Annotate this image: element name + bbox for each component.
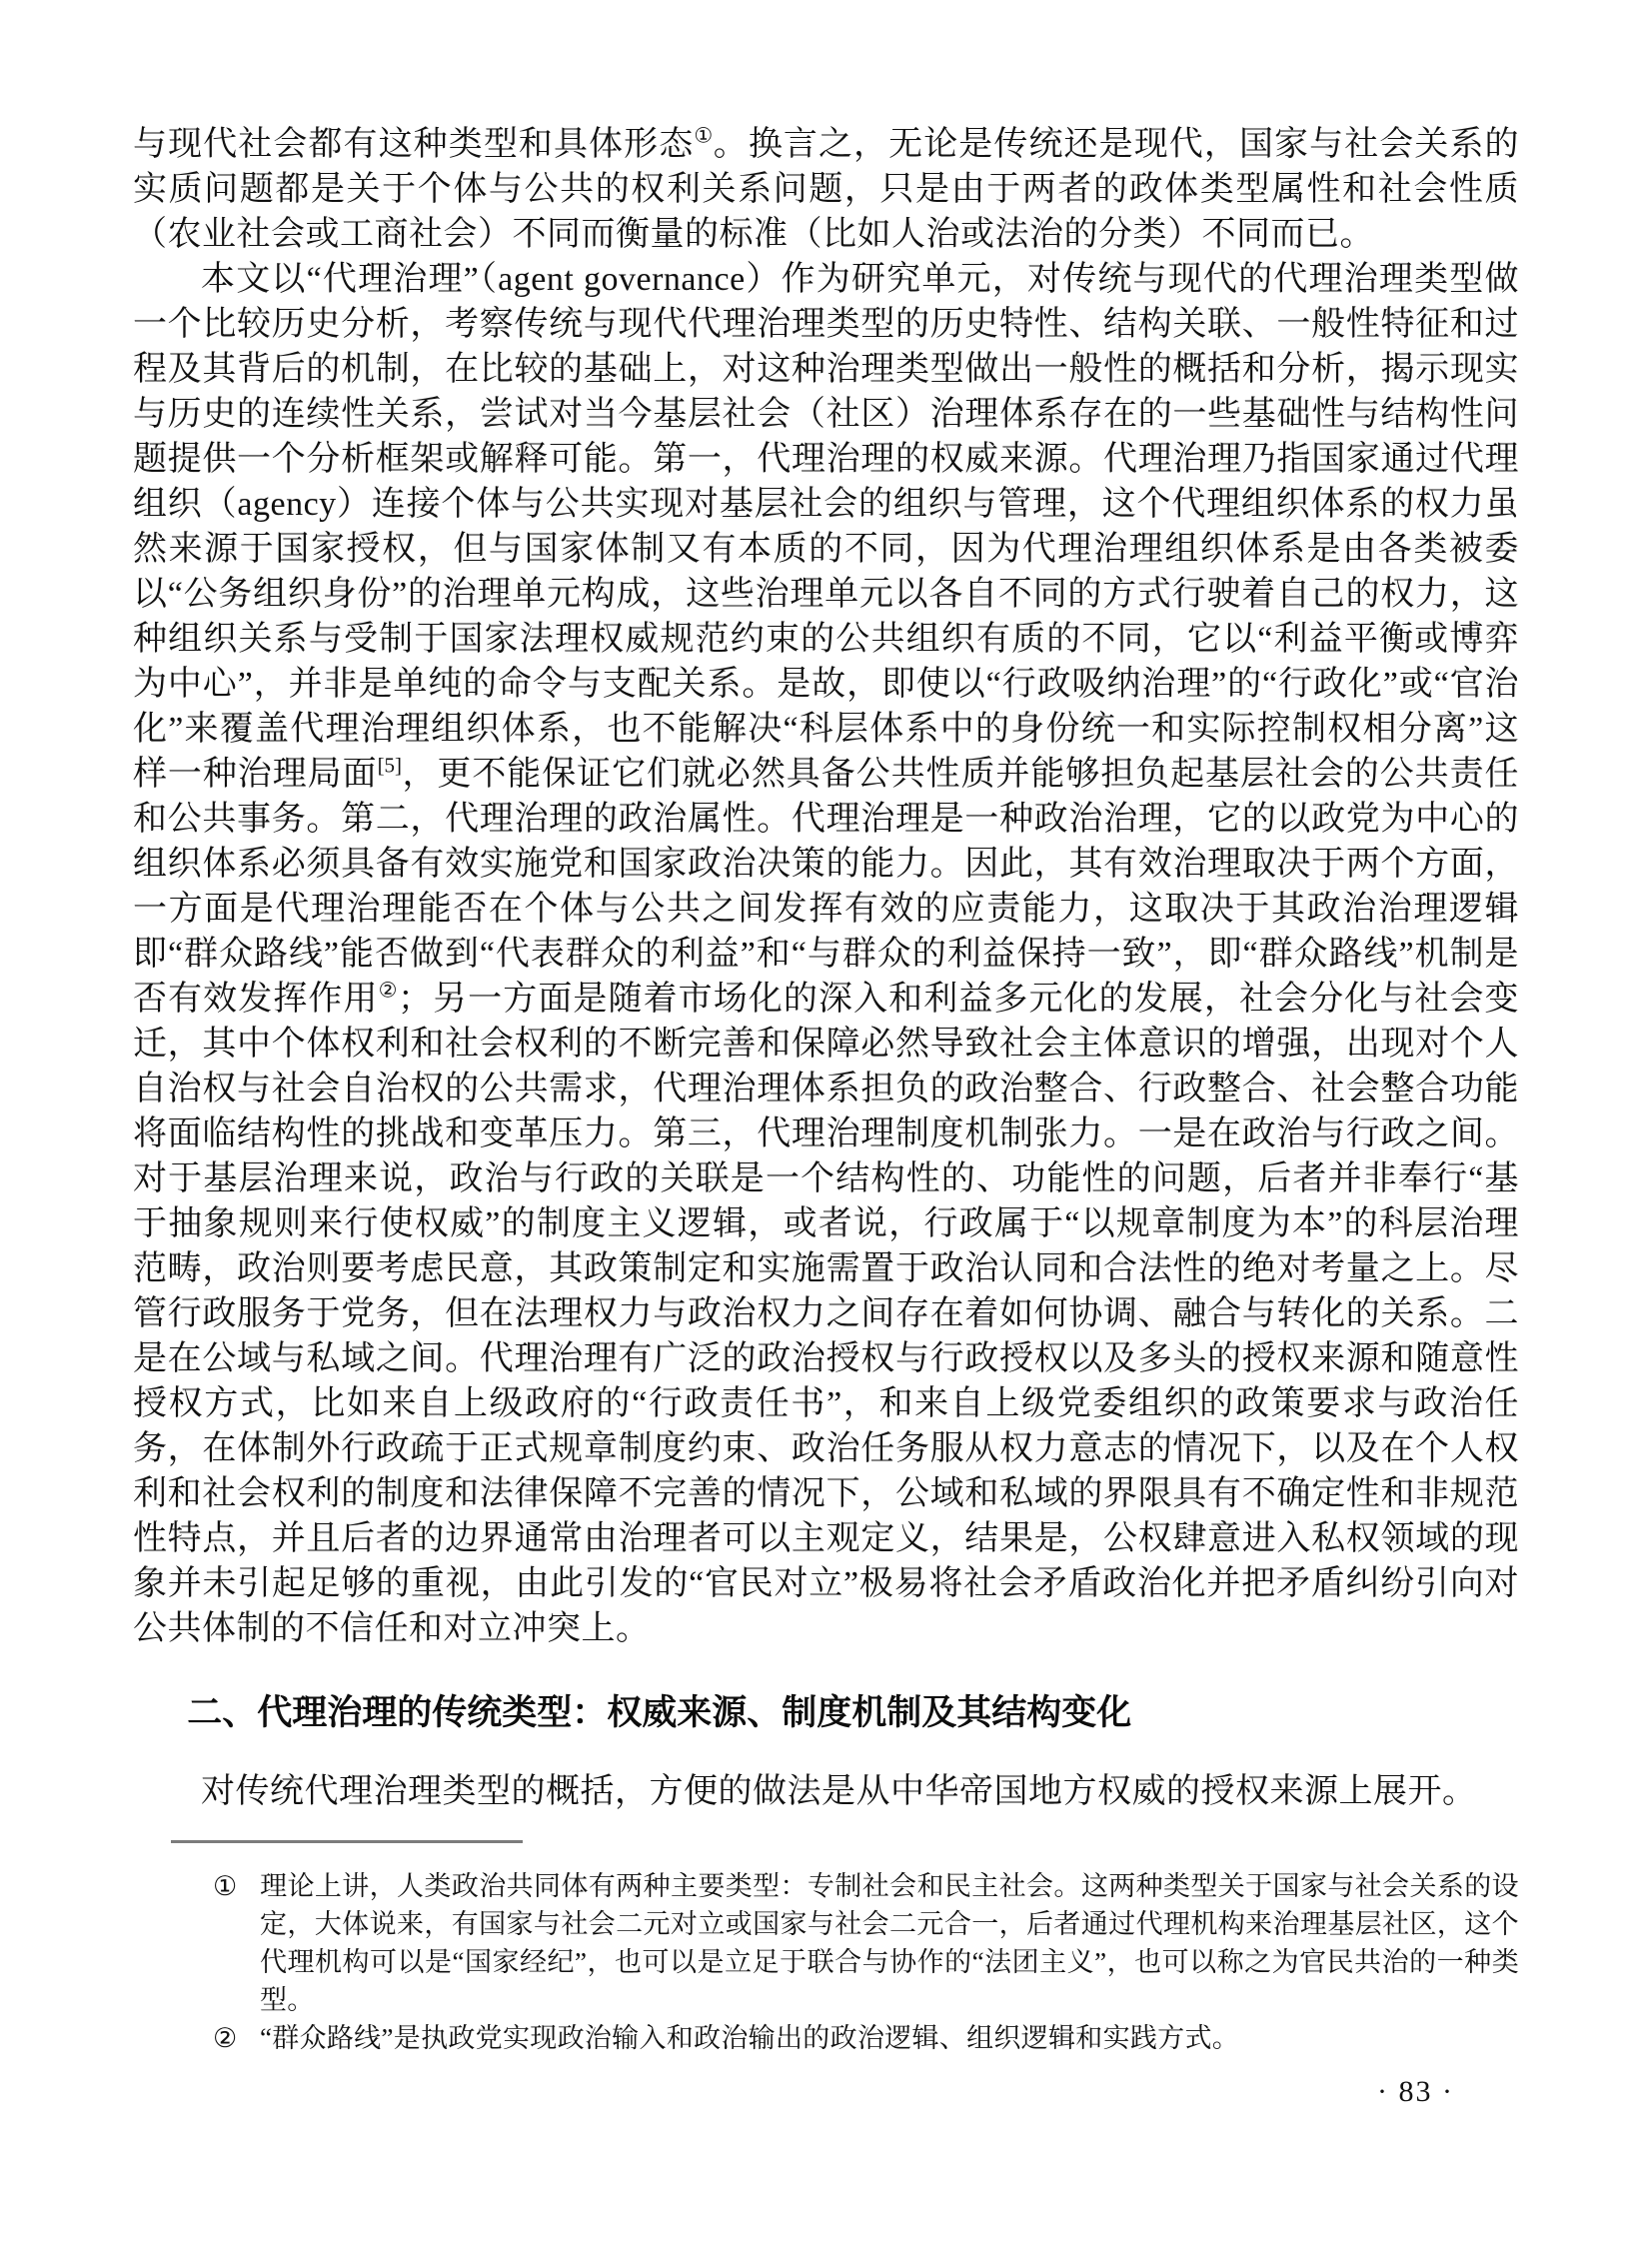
footnote-ref-2: ② bbox=[378, 978, 398, 1003]
paragraph-section-intro: 对传统代理治理类型的概括，方便的做法是从中华帝国地方权威的授权来源上展开。 bbox=[201, 1773, 1477, 1810]
section-heading: 二、代理治理的传统类型：权威来源、制度机制及其结构变化 bbox=[187, 1693, 1132, 1732]
footnote-1-text: 理论上讲，人类政治共同体有两种主要类型：专制社会和民主社会。这两种类型关于国家与社会关系的设定，大体说来，有国家与社会二元对立或国家与社会二元合一，后者通过代理机构来治理基层社区，这个代理机构可以是“国家经纪”，也可以是立足于联合与协作的“法团主义”，也可以称之为官民共治的一种类型。 bbox=[260, 1871, 1519, 2015]
paragraph-continuation-text-1: 与现代社会都有这种类型和具体形态 bbox=[133, 126, 695, 163]
page-number: · 83 · bbox=[1377, 2075, 1454, 2108]
footnote-divider bbox=[171, 1840, 523, 1843]
paragraph-main-text-2: ，更不能保证它们就必然具备公共性质并能够担负起基层社会的公共责任和公共事务。第二，代理治理的政治属性。代理治理是一种政治治理，它的以政党为中心的组织体系必须具备有效实施党和国家政治决策的能力。因此，其有效治理取决于两个方面，一方面是代理治理能否在个体与公共之间发挥有效的应责能力，这取决于其政治治理逻辑即“群众路线”能否做到“代表群众的利益”和“与群众的利益保持一致”，即“群众路线”机制是否有效发挥作用 bbox=[133, 756, 1520, 1018]
footnote-1 bbox=[213, 1867, 1519, 2019]
paragraph-main-text-1: 本文以“代理治理”（agent governance）作为研究单元，对传统与现代的代理治理类型做一个比较历史分析，考察传统与现代代理治理类型的历史特性、结构关联、一般性特征和过程及其背后的机制，在比较的基础上，对这种治理类型做出一般性的概括和分析，揭示现实与历史的连续性关系，尝试对当今基层社会（社区）治理体系存在的一些基础性与结构性问题提供一个分析框架或解释可能。第一，代理治理的权威来源。代理治理乃指国家通过代理组织（agency）连接个体与公共实现对基层社会的组织与管理，这个代理组织体系的权力虽然来源于国家授权，但与国家体制又有本质的不同，因为代理治理组织体系是由各类被委以“公务组织身份”的治理单元构成，这些治理单元以各自不同的方式行驶着自己的权力，这种组织关系与受制于国家法理权威规范约束的公共组织有质的不同，它以“利益平衡或博弈为中心”，并非是单纯的命令与支配关系。是故，即使以“行政吸纳治理”的“行政化”或“官治化”来覆盖代理治理组织体系，也不能解决“科层体系中的身份统一和实际控制权相分离”这样一种治理局面 bbox=[133, 261, 1519, 793]
footnote-1-marker: ① bbox=[213, 1871, 238, 1901]
footnote-2 bbox=[213, 2019, 1519, 2057]
footnote-2-text: “群众路线”是执政党实现政治输入和政治输出的政治逻辑、组织逻辑和实践方式。 bbox=[260, 2023, 1240, 2053]
footnote-ref-1: ① bbox=[694, 123, 714, 148]
paragraph-main bbox=[133, 257, 1519, 1651]
paragraph-main-text-3: ；另一方面是随着市场化的深入和利益多元化的发展，社会分化与社会变迁，其中个体权利和社会权利的不断完善和保障必然导致社会主体意识的增强，出现对个人自治权与社会自治权的公共需求，代理治理体系担负的政治整合、行政整合、社会整合功能将面临结构性的挑战和变革压力。第三，代理治理制度机制张力。一是在政治与行政之间。对于基层治理来说，政治与行政的关联是一个结构性的、功能性的问题，后者并非奉行“基于抽象规则来行使权威”的制度主义逻辑，或者说，行政属于“以规章制度为本”的科层治理范畴，政治则要考虑民意，其政策制定和实施需置于政治认同和合法性的绝对考量之上。尽管行政服务于党务，但在法理权力与政治权力之间存在着如何协调、融合与转化的关系。二是在公域与私域之间。代理治理有广泛的政治授权与行政授权以及多头的授权来源和随意性授权方式，比如来自上级政府的“行政责任书”，和来自上级党委组织的政策要求与政治任务，在体制外行政疏于正式规章制度约束、政治任务服从权力意志的情况下，以及在个人权利和社会权利的制度和法律保障不完善的情况下，公域和私域的界限具有不确定性和非规范性特点，并且后者的边界通常由治理者可以主观定义，结果是，公权肆意进入私权领域的现象并未引起足够的重视，由此引发的“官民对立”极易将社会矛盾政治化并把矛盾纠纷引向对公共体制的不信任和对立冲突上。 bbox=[133, 981, 1520, 1647]
paragraph-continuation bbox=[133, 122, 1519, 257]
footnote-area bbox=[133, 1840, 1519, 2057]
citation-ref-5: [5] bbox=[377, 753, 403, 778]
page-body bbox=[133, 122, 1519, 2057]
footnote-2-marker: ② bbox=[213, 2023, 238, 2053]
paragraph-continuation-text-2: 。换言之，无论是传统还是现代，国家与社会关系的实质问题都是关于个体与公共的权利关系问题，只是由于两者的政体类型属性和社会性质（农业社会或工商社会）不同而衡量的标准（比如人治或法治的分类）不同而已。 bbox=[133, 126, 1520, 253]
